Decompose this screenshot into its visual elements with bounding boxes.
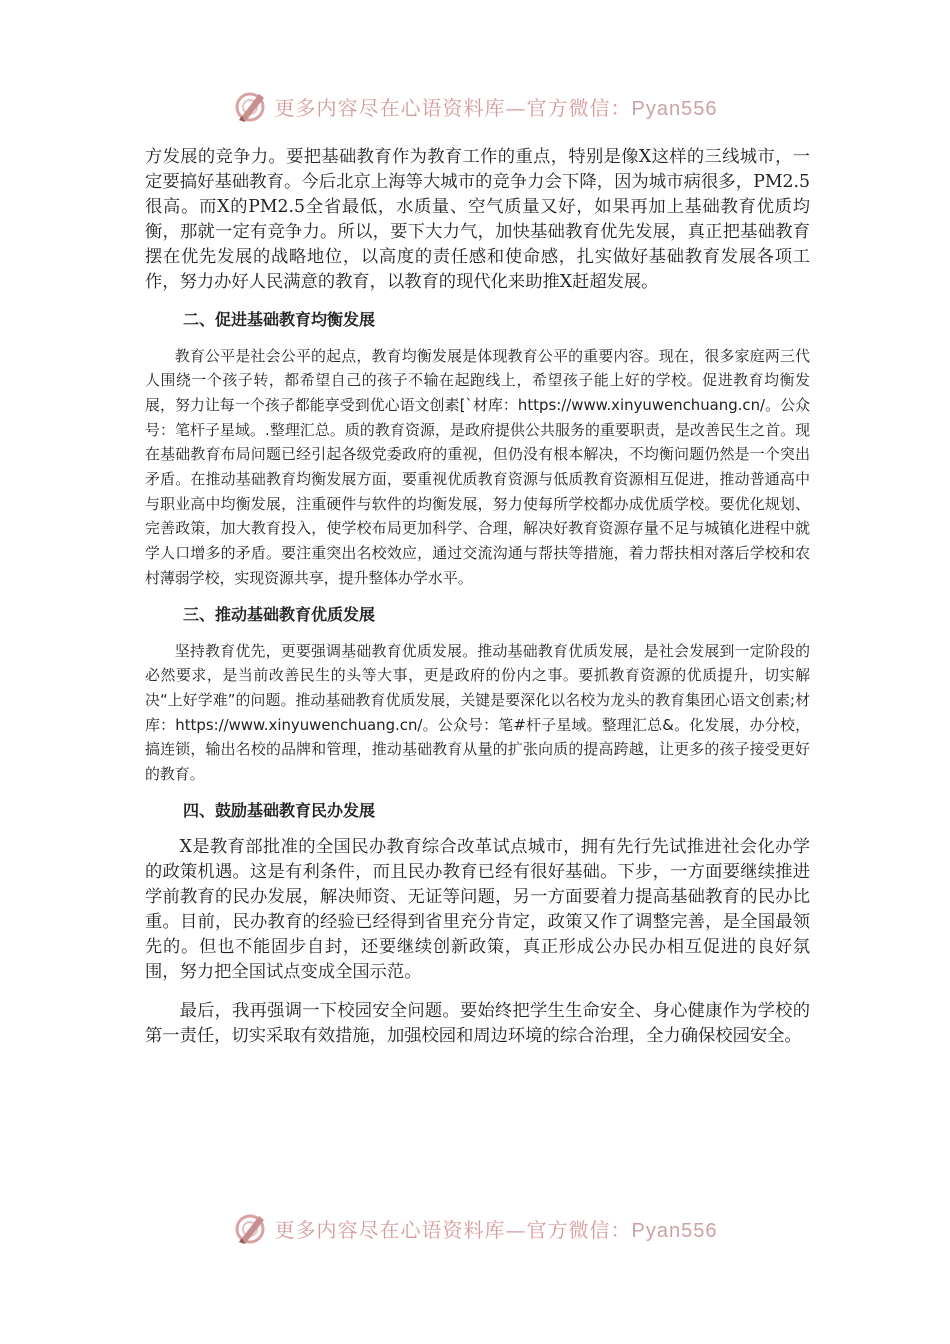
pen-circle-logo-icon	[233, 1210, 269, 1246]
document-body	[145, 145, 810, 1050]
section-heading-4: 四、鼓励基础教育民办发展	[183, 800, 376, 820]
footer-banner-id: Pyan556	[631, 1219, 718, 1242]
footer-banner	[0, 1208, 950, 1248]
paragraph-4: X是教育部批准的全国民办教育综合改革试点城市，拥有先行先试推进社会化办学的政策机遇。这是有利条件，而且民办教育已经有很好基础。下步，一方面要继续推进学前教育的民办发展，解决师资、无证等问题，另一方面要着力提高基础教育的民办比重。目前，民办教育的经验已经得到省里充分肯定，政策又作了调整完善，是全国最领先的。但也不能固步自封，还要继续创新政策，真正形成公办民办相互促进的良好氛围，努力把全国试点变成全国示范。	[145, 836, 810, 983]
header-banner-text: 更多内容尽在心语资料库—官方微信：Pyan556	[274, 95, 718, 120]
paragraph-3: 坚持教育优先，更要强调基础教育优质发展。推动基础教育优质发展，是社会发展到一定阶段的必然要求，是当前改善民生的头等大事，更是政府的份内之事。要抓教育资源的优质提升，切实解决“上好学难”的问题。推动基础教育优质发展，关键是要深化以名校为龙头的教育集团心语文创素;材库：https://www.xinyuwenchuang.cn/。公众号：笔#杆子星域。整理汇总&。化发展，办分校，搞连锁，输出名校的品牌和管理，推动基础教育从量的扩张向质的提高跨越，让更多的孩子接受更好的教育。	[145, 641, 810, 784]
paragraph-1: 方发展的竞争力。要把基础教育作为教育工作的重点，特别是像X这样的三线城市，一定要搞好基础教育。今后北京上海等大城市的竞争力会下降，因为城市病很多，PM2.5很高。而X的PM2.5全省最低，水质量、空气质量又好，如果再加上基础教育优质均衡，那就一定有竞争力。所以，要下大力气，加快基础教育优先发展，真正把基础教育摆在优先发展的战略地位，以高度的责任感和使命感，扎实做好基础教育发展各项工作，努力办好人民满意的教育，以教育的现代化来助推X赶超发展。	[145, 147, 810, 293]
header-banner-id: Pyan556	[631, 97, 718, 120]
paragraph-2: 教育公平是社会公平的起点，教育均衡发展是体现教育公平的重要内容。现在，很多家庭两三代人围绕一个孩子转，都希望自己的孩子不输在起跑线上，希望孩子能上好的学校。促进教育均衡发展，努力让每一个孩子都能享受到优心语文创素[`材库：https://www.xinyuwenchuang.cn/。公众号：笔杆子星域。.整理汇总。质的教育资源，是政府提供公共服务的重要职责，是改善民生之首。现在基础教育布局问题已经引起各级党委政府的重视，但仍没有根本解决，不均衡问题仍然是一个突出矛盾。在推动基础教育均衡发展方面，要重视优质教育资源与低质教育资源相互促进，推动普通高中与职业高中均衡发展，注重硬件与软件的均衡发展，努力使每所学校都办成优质学校。要优化规划、完善政策，加大教育投入，使学校布局更加科学、合理，解决好教育资源存量不足与城镇化进程中就学人口增多的矛盾。要注重突出名校效应，通过交流沟通与帮扶等措施，着力帮扶相对落后学校和农村薄弱学校，实现资源共享，提升整体办学水平。	[145, 346, 810, 587]
section-heading-3: 三、推动基础教育优质发展	[183, 604, 376, 624]
header-banner	[0, 86, 950, 126]
footer-banner-text: 更多内容尽在心语资料库—官方微信：Pyan556	[274, 1217, 718, 1242]
paragraph-5: 最后，我再强调一下校园安全问题。要始终把学生生命安全、身心健康作为学校的第一责任，切实采取有效措施，加强校园和周边环境的综合治理，全力确保校园安全。	[145, 1001, 810, 1047]
pen-circle-logo-icon	[233, 88, 269, 124]
section-heading-2: 二、促进基础教育均衡发展	[183, 309, 376, 329]
